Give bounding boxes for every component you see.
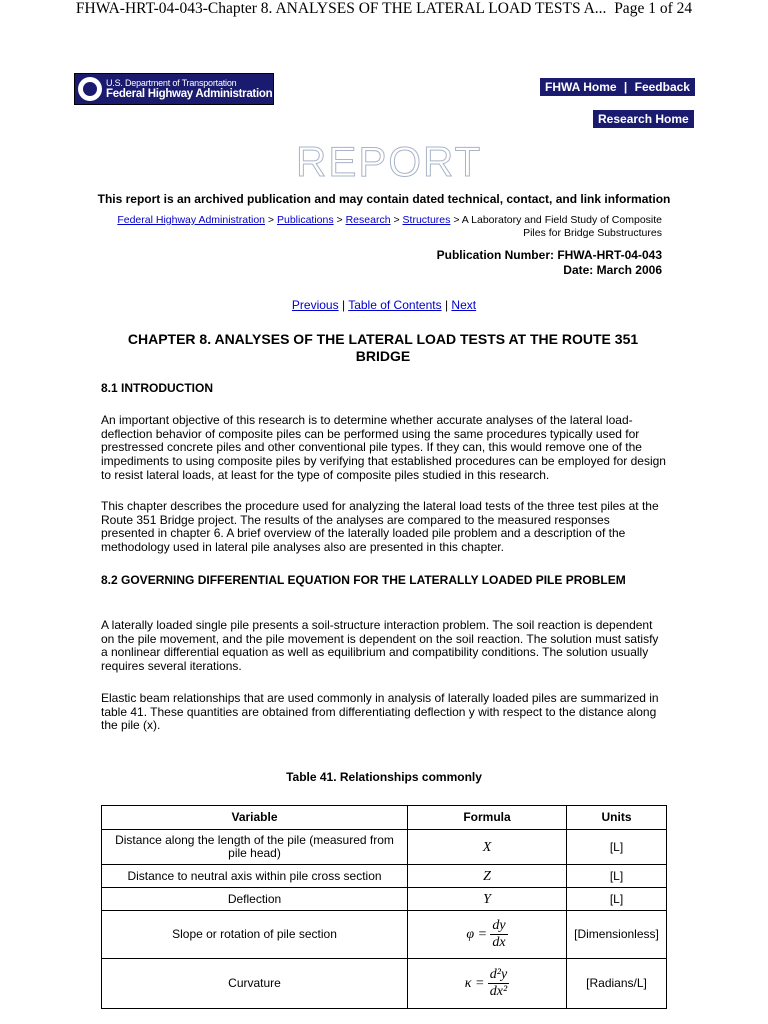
next-link[interactable]: Next — [451, 298, 477, 312]
cell-variable: Slope or rotation of pile section — [102, 911, 408, 959]
pager-sep: | — [444, 298, 449, 312]
cell-formula — [408, 911, 567, 959]
fhwa-home-label: FHWA Home — [545, 80, 617, 94]
previous-link[interactable]: Previous — [291, 298, 339, 312]
cell-variable: Distance to neutral axis within pile cross section — [102, 865, 408, 888]
breadcrumb-fhwa[interactable]: Federal Highway Administration — [117, 214, 265, 226]
pager-sep: | — [341, 298, 346, 312]
header-units: Units — [567, 806, 667, 830]
logo-line-1: U.S. Department of Transportation — [106, 77, 237, 88]
header-formula: Formula — [408, 806, 567, 830]
table-of-contents-link[interactable]: Table of Contents — [348, 298, 442, 312]
breadcrumb-sep: > — [453, 214, 460, 226]
table-row — [102, 888, 667, 911]
publication-info — [437, 248, 662, 277]
archived-notice: This report is an archived publication and may contain dated technical, contact, and link information — [97, 192, 671, 206]
cell-variable: Curvature — [102, 959, 408, 1009]
research-home-link[interactable]: Research Home — [593, 110, 694, 128]
page-header-title: FHWA-HRT-04-043-Chapter 8. ANALYSES OF THE LATERAL LOAD TESTS A... — [75, 0, 607, 17]
cell-variable: Distance along the length of the pile (measured from pile head) — [102, 830, 408, 865]
publication-date: Date: March 2006 — [563, 262, 662, 277]
formula-lhs: κ = — [464, 976, 485, 991]
table-row — [102, 865, 667, 888]
cell-formula: Z — [408, 865, 567, 888]
fhwa-home-link[interactable] — [540, 78, 695, 96]
publication-number: Publication Number: FHWA-HRT-04-043 — [436, 248, 662, 262]
table-row — [102, 830, 667, 865]
table-caption: Table 41. Relationships commonly — [286, 770, 482, 784]
nav-separator: | — [623, 80, 628, 94]
header-variable: Variable — [102, 806, 408, 830]
dot-logo-icon — [78, 77, 102, 101]
paragraph: Elastic beam relationships that are used commonly in analysis of laterally loaded piles are summarized in table 41. These quantities are obtained from differentiating deflection y with respect to the distance along the pile (x). — [101, 691, 659, 733]
breadcrumb — [102, 214, 662, 240]
paragraph: A laterally loaded single pile presents a soil-structure interaction problem. The soil reaction is dependent on the pile movement, and the pile movement is dependent on the soil reaction. The solution must satisfy a nonlinear differential equation as well as equilibrium and compatibility conditions. The solution usually requires several iterations. — [101, 618, 659, 674]
cell-variable: Deflection — [102, 888, 408, 911]
breadcrumb-research[interactable]: Research — [345, 214, 391, 226]
relationships-table — [101, 805, 667, 1009]
chapter-title: CHAPTER 8. ANALYSES OF THE LATERAL LOAD TESTS AT THE ROUTE 351 BRIDGE — [127, 331, 639, 364]
formula-lhs: φ = — [466, 927, 488, 942]
breadcrumb-sep: > — [336, 214, 343, 226]
fraction-numerator: dy — [492, 918, 506, 933]
cell-units: [Radians/L] — [567, 959, 667, 1009]
table-row — [102, 959, 667, 1009]
section-heading-8-1: 8.1 INTRODUCTION — [101, 381, 214, 395]
table-header-row — [102, 806, 667, 830]
breadcrumb-publications[interactable]: Publications — [276, 214, 334, 226]
paragraph: An important objective of this research is to determine whether accurate analyses of the lateral load-deflection behavior of composite piles can be performed using the same procedures typically used for prestressed concrete piles and other conventional pile types. If they can, this would remove one of the impediments to using composite piles by verifying that established procedures can be employed for design to resist lateral loads, at least for the type of composite piles studied in this research. — [101, 413, 666, 482]
formula-fraction — [488, 967, 509, 1000]
cell-units: [Dimensionless] — [567, 911, 667, 959]
pdf-page-header — [0, 0, 768, 18]
page-navigation — [0, 298, 768, 312]
fraction-denominator: dx — [492, 935, 506, 950]
logo-line-2: Federal Highway Administration — [106, 87, 273, 100]
formula-fraction — [490, 918, 507, 951]
fraction-denominator: dx² — [489, 984, 508, 999]
cell-formula: X — [408, 830, 567, 865]
fraction-numerator: d²y — [489, 967, 508, 982]
cell-formula — [408, 959, 567, 1009]
breadcrumb-structures[interactable]: Structures — [402, 214, 451, 226]
breadcrumb-current: A Laboratory and Field Study of Composite Piles for Bridge Substructures — [461, 214, 662, 239]
cell-units: [L] — [567, 830, 667, 865]
cell-formula: Y — [408, 888, 567, 911]
section-heading-8-2: 8.2 GOVERNING DIFFERENTIAL EQUATION FOR THE LATERALLY LOADED PILE PROBLEM — [101, 573, 626, 587]
report-banner: REPORT — [296, 138, 483, 185]
cell-units: [L] — [567, 888, 667, 911]
table-row — [102, 911, 667, 959]
breadcrumb-sep: > — [393, 214, 400, 226]
page-number: Page 1 of 24 — [614, 0, 693, 17]
fhwa-logo[interactable] — [74, 73, 274, 105]
feedback-link[interactable]: Feedback — [634, 80, 690, 94]
paragraph: This chapter describes the procedure used for analyzing the lateral load tests of the three test piles at the Route 351 Bridge project. The results of the analyses are compared to the measured responses presented in chapter 6. A brief overview of the laterally loaded pile problem and a description of the methodology used in lateral pile analyses also are presented in this chapter. — [101, 499, 659, 555]
cell-units: [L] — [567, 865, 667, 888]
breadcrumb-sep: > — [267, 214, 275, 226]
